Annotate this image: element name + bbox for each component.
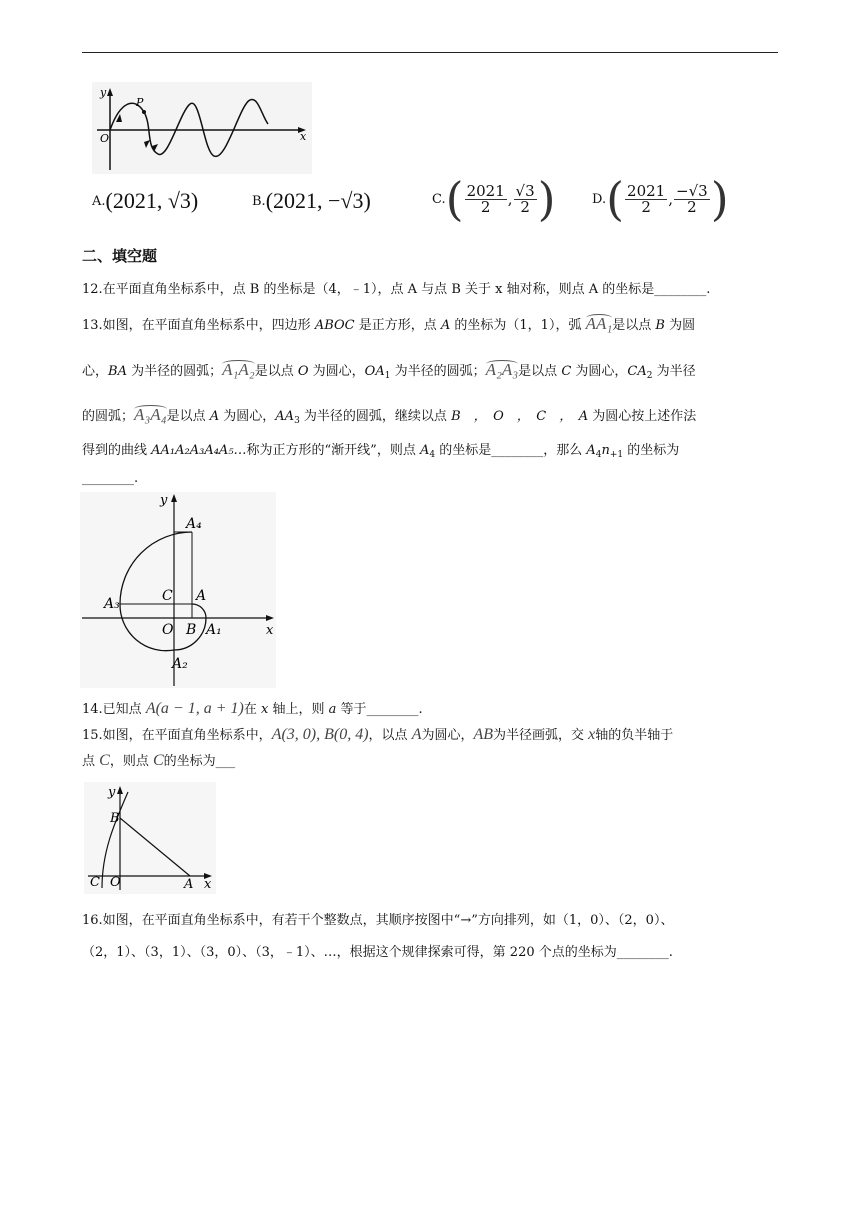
- svg-text:B: B: [186, 622, 197, 638]
- question-13-line-3: 的圆弧；A₃A₄是以点 A 为圆心，$AA_3$ 为半径的圆弧，继续以点 B ， O ， C ， A 为圆心按上述作法: [82, 405, 697, 426]
- question-16-line-2: （2，1）、（3，1）、（3，0）、（3，﹣1）、…，根据这个规律探索可得，第 220 个点的坐标为________.: [82, 945, 673, 960]
- svg-text:A₂: A₂: [172, 656, 188, 672]
- choice-c-num: 2021: [466, 181, 505, 200]
- point-p: [142, 110, 146, 114]
- svg-text:O: O: [110, 875, 121, 890]
- choice-d-num: 2021: [627, 181, 666, 200]
- question-13-line-2: 心，BA 为半径的圆弧；A₁A₂是以点 O 为圆心，$OA_1$ 为半径的圆弧；A₂A₃是以点 C 为圆心，$CA_2$ 为半径: [82, 360, 696, 381]
- header-rule: [82, 52, 778, 53]
- question-15-line-2: 点 C，则点 C的坐标为___: [82, 752, 236, 769]
- fig1-label-y: y: [100, 86, 107, 99]
- choice-d-num2: −√3: [676, 181, 708, 200]
- fig1-label-x: x: [300, 130, 307, 143]
- svg-text:A: A: [196, 588, 207, 604]
- question-13-line-4: 得到的曲线 AA₁A₂A₃A₄A₅…称为正方形的“渐开线”，则点 $A_4$ 的坐标是________，那么 $A_4n_{+1}$ 的坐标为: [82, 443, 680, 460]
- svg-text:y: y: [108, 785, 116, 800]
- choice-d-den2: 2: [687, 197, 697, 216]
- section-heading: 二、填空题: [82, 247, 158, 265]
- svg-text:x: x: [266, 623, 274, 638]
- choice-c-den2: 2: [520, 197, 530, 216]
- question-15-line-1: 15.如图，在平面直角坐标系中，A(3, 0), B(0, 4)，以点 A为圆心，AB为半径画弧，交 x轴的负半轴于: [82, 726, 674, 743]
- svg-text:y: y: [160, 493, 168, 508]
- choice-d-den: 2: [641, 197, 651, 216]
- choice-a-label: A.: [92, 193, 106, 209]
- fig1-label-p: P: [136, 96, 144, 109]
- svg-text:C: C: [162, 588, 173, 604]
- question-13-line-1: 13.如图，在平面直角坐标系中，四边形 ABOC 是正方形，点 A 的坐标为（1，1），弧 AA₁是以点 B 为圆: [82, 314, 696, 333]
- choice-c-num2: √3: [515, 181, 535, 200]
- arc-a1a2-symbol: A₁A₂: [222, 360, 255, 379]
- point-a-expression: A(a − 1, a + 1): [145, 700, 244, 717]
- question-13-line-5: ________.: [82, 471, 139, 486]
- arc-aa1-symbol: AA₁: [585, 314, 613, 333]
- fig1-label-o: O: [100, 132, 110, 145]
- svg-text:A₁: A₁: [206, 622, 222, 638]
- choice-d-label: D.: [592, 191, 607, 207]
- svg-text:C: C: [90, 875, 100, 890]
- question-14: 14.已知点 A(a − 1, a + 1)在 x 轴上，则 a 等于________.: [82, 700, 423, 717]
- figure-sine-curve: [92, 82, 312, 174]
- arc-a3a4-symbol: A₃A₄: [134, 405, 167, 424]
- svg-text:B: B: [110, 811, 120, 826]
- svg-text:O: O: [162, 622, 174, 638]
- choice-b-math: (2021, −√3): [265, 188, 371, 213]
- choice-b[interactable]: [252, 188, 371, 214]
- choice-b-label: B.: [252, 193, 266, 209]
- svg-text:A: A: [184, 877, 194, 892]
- figure-arc-triangle: [84, 782, 216, 894]
- question-16-line-1: 16.如图，在平面直角坐标系中，有若干个整数点，其顺序按图中“→”方向排列，如（1，0）、（2，0）、: [82, 913, 674, 928]
- choice-c-label: C.: [432, 191, 446, 207]
- arc-a2a3-symbol: A₂A₃: [485, 360, 519, 379]
- svg-text:A₃: A₃: [104, 596, 120, 612]
- question-12: 12.在平面直角坐标系中，点 B 的坐标是（4，﹣1），点 A 与点 B 关于 x 轴对称，则点 A 的坐标是________.: [82, 282, 711, 297]
- figure-involute: [80, 492, 276, 688]
- choice-c-den: 2: [480, 197, 491, 216]
- choice-a-math: (2021, √3): [105, 188, 199, 213]
- svg-text:x: x: [204, 877, 212, 892]
- choice-d[interactable]: D. ( $\frac{2021}{2}$ , $\frac{-√3}{2}$ ): [592, 172, 729, 226]
- choice-a[interactable]: [92, 188, 198, 214]
- svg-text:A₄: A₄: [186, 516, 202, 532]
- choice-c[interactable]: C. ( $\frac{2021}{2}$ , $\frac{√3}{2}$ ): [432, 172, 556, 226]
